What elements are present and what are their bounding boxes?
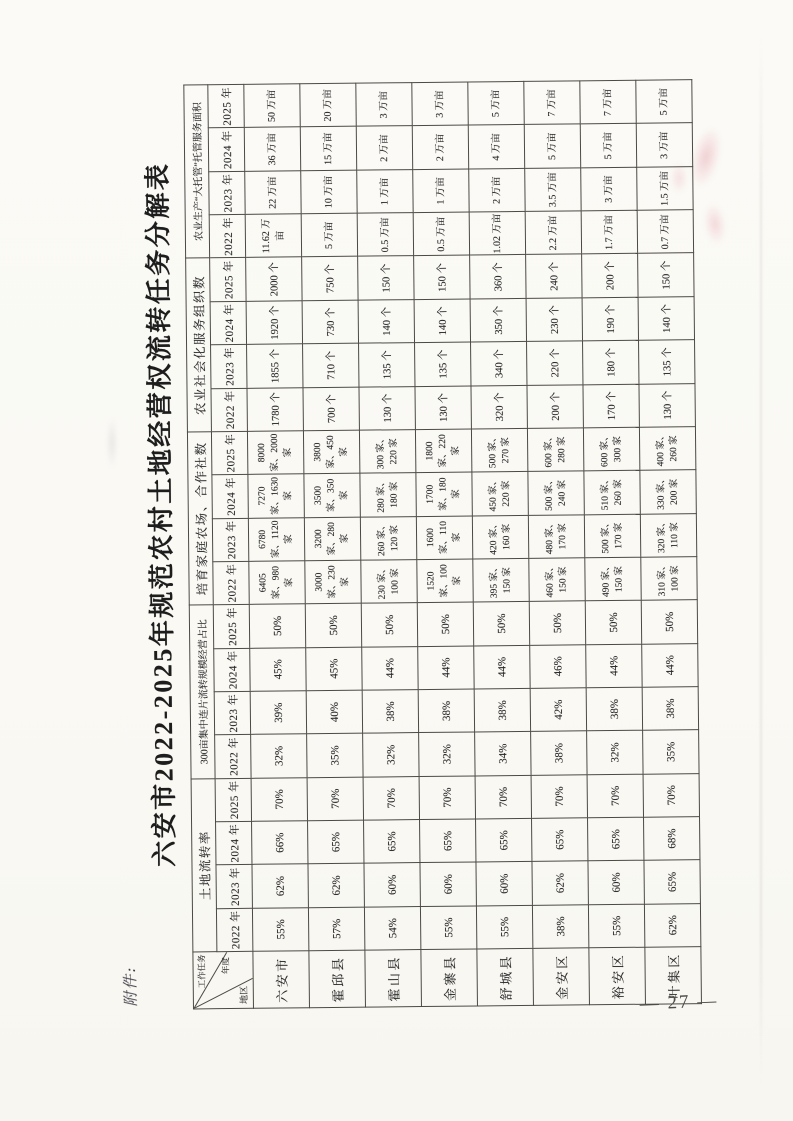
data-cell: 2000 个 <box>246 257 302 301</box>
table-row <box>468 81 534 1006</box>
data-cell: 55% <box>476 905 532 949</box>
data-cell: 1600 家、110 家 <box>416 516 472 560</box>
data-cell: 70% <box>475 775 531 819</box>
data-cell: 180 个 <box>583 340 639 384</box>
corner-label-region: 地区 <box>238 985 249 1004</box>
data-cell: 150 个 <box>638 253 694 297</box>
year-header-cell: 2022 年 <box>211 388 247 432</box>
region-label-cell: 霍山县 <box>365 950 422 1008</box>
data-cell: 55% <box>252 907 308 951</box>
data-cell: 460 家、150 家 <box>529 558 585 602</box>
data-cell: 70% <box>307 777 363 821</box>
data-cell: 4 万亩 <box>468 125 524 169</box>
data-cell: 60% <box>476 862 532 906</box>
document-title: 六安市2022-2025年规范农村土地经营权流转任务分解表 <box>143 161 180 867</box>
data-cell: 44% <box>642 643 698 687</box>
data-cell: 7 万亩 <box>524 81 580 125</box>
data-cell: 3 万亩 <box>412 82 468 126</box>
data-cell: 54% <box>364 906 420 950</box>
data-cell: 140 个 <box>638 297 694 341</box>
year-header-cell: 2022 年 <box>216 908 252 952</box>
year-header-cell: 2024 年 <box>216 821 252 865</box>
data-cell: 70% <box>587 774 643 818</box>
data-cell: 50% <box>417 602 473 646</box>
data-cell: 34% <box>475 732 531 776</box>
data-cell: 44% <box>474 645 530 689</box>
data-cell: 2 万亩 <box>356 126 412 170</box>
region-label-cell: 叶集区 <box>645 947 702 1005</box>
data-cell: 70% <box>531 774 587 818</box>
region-label-cell: 裕安区 <box>589 947 646 1005</box>
year-header-cell: 2022 年 <box>215 735 251 779</box>
data-cell: 38% <box>531 731 587 775</box>
data-cell: 350 个 <box>470 298 526 342</box>
data-cell: 1700 家、180 家 <box>416 472 472 516</box>
data-cell: 38% <box>362 690 418 734</box>
data-cell: 3 万亩 <box>636 123 692 167</box>
region-label-cell: 金寨县 <box>421 949 478 1007</box>
data-cell: 32% <box>363 733 419 777</box>
data-cell: 7270 家、1630 家 <box>248 474 304 518</box>
data-cell: 65% <box>532 818 588 862</box>
table-row <box>636 80 702 1005</box>
data-cell: 230 个 <box>526 298 582 342</box>
corner-label-task: 工作任务 <box>196 954 207 989</box>
data-cell: 22 万亩 <box>245 171 301 215</box>
data-cell: 50% <box>473 602 529 646</box>
data-cell: 5 万亩 <box>468 81 524 125</box>
table-row <box>412 82 478 1007</box>
data-cell: 60% <box>364 863 420 907</box>
data-cell: 150 个 <box>358 256 414 300</box>
data-cell: 65% <box>420 819 476 863</box>
corner-label-year: 年度 <box>220 957 231 975</box>
year-header-cell: 2025 年 <box>208 84 244 128</box>
data-cell: 2 万亩 <box>469 168 525 212</box>
data-cell: 1.02 万亩 <box>469 212 525 256</box>
data-cell: 70% <box>643 773 699 817</box>
data-cell: 200 个 <box>582 254 638 298</box>
data-cell: 20 万亩 <box>300 83 356 127</box>
ink-smudge <box>106 416 118 470</box>
data-cell: 50 万亩 <box>244 84 300 128</box>
data-cell: 65% <box>308 820 364 864</box>
data-cell: 2.2 万亩 <box>525 211 581 255</box>
attachment-note-handwriting: 附件: <box>120 965 140 1007</box>
data-cell: 320 家、110 家 <box>640 513 696 557</box>
year-header-cell: 2025 年 <box>215 778 251 822</box>
data-cell: 5 万亩 <box>636 80 692 124</box>
table-row <box>524 81 590 1006</box>
breakdown-table <box>183 79 702 1009</box>
data-cell: 1800 家、220 家 <box>415 429 471 473</box>
data-cell: 50% <box>305 603 361 647</box>
data-cell: 62% <box>532 861 588 905</box>
data-cell: 420 家、160 家 <box>472 515 528 559</box>
data-cell: 480 家、170 家 <box>528 514 584 558</box>
year-header-cell: 2023 年 <box>214 691 250 735</box>
year-header-cell: 2023 年 <box>212 518 248 562</box>
page-number: — 27 — <box>639 990 719 1015</box>
data-cell: 50% <box>641 600 697 644</box>
data-cell: 68% <box>644 817 700 861</box>
data-cell: 45% <box>306 647 362 691</box>
data-cell: 62% <box>308 863 364 907</box>
data-cell: 1520 家、100 家 <box>417 559 473 603</box>
data-cell: 600 家、300 家 <box>583 427 639 471</box>
data-cell: 260 家、120 家 <box>360 516 416 560</box>
year-header-cell: 2024 年 <box>214 648 250 692</box>
data-cell: 500 家、240 家 <box>528 471 584 515</box>
data-cell: 32% <box>251 734 307 778</box>
data-cell: 6405 家、980 家 <box>249 561 305 605</box>
year-header-cell: 2025 年 <box>213 605 249 649</box>
data-cell: 32% <box>419 732 475 776</box>
data-cell: 55% <box>588 904 644 948</box>
data-cell: 1 万亩 <box>413 169 469 213</box>
data-cell: 730 个 <box>302 300 358 344</box>
data-cell: 38% <box>642 687 698 731</box>
data-cell: 3800 家、450 家 <box>303 430 359 474</box>
data-cell: 57% <box>308 907 364 951</box>
column-group-header: 培育家庭农场、合作社数 <box>187 432 213 606</box>
year-header-cell: 2023 年 <box>216 865 252 909</box>
data-cell: 135 个 <box>415 342 471 386</box>
year-header-cell: 2024 年 <box>210 301 246 345</box>
data-cell: 220 个 <box>527 341 583 385</box>
data-cell: 280 家、180 家 <box>360 473 416 517</box>
data-cell: 8000 家、2000 家 <box>247 431 303 475</box>
data-cell: 510 家、260 家 <box>584 470 640 514</box>
region-label-cell: 金安区 <box>533 948 590 1006</box>
table-row <box>300 83 366 1008</box>
data-cell: 45% <box>250 647 306 691</box>
data-cell: 400 家、260 家 <box>639 427 695 471</box>
data-cell: 3500 家、350 家 <box>304 473 360 517</box>
data-cell: 0.7 万亩 <box>637 210 693 254</box>
data-cell: 65% <box>476 818 532 862</box>
data-cell: 1.5 万亩 <box>637 166 693 210</box>
data-cell: 3 万亩 <box>581 167 637 211</box>
data-cell: 3200 家、280 家 <box>304 517 360 561</box>
year-header-cell: 2025 年 <box>210 258 246 302</box>
data-cell: 40% <box>306 690 362 734</box>
data-cell: 66% <box>252 821 308 865</box>
year-header-cell: 2024 年 <box>208 128 244 172</box>
data-cell: 70% <box>363 776 419 820</box>
data-cell: 50% <box>361 603 417 647</box>
data-cell: 15 万亩 <box>300 127 356 171</box>
data-cell: 65% <box>588 817 644 861</box>
data-cell: 500 家、170 家 <box>584 514 640 558</box>
data-cell: 62% <box>252 864 308 908</box>
region-label-cell: 舒城县 <box>477 948 534 1006</box>
data-cell: 130 个 <box>415 386 471 430</box>
data-cell: 65% <box>364 820 420 864</box>
data-cell: 1920 个 <box>246 301 302 345</box>
data-cell: 2 万亩 <box>412 125 468 169</box>
column-group-header: 土地流转率 <box>191 778 217 952</box>
region-label-cell: 六安市 <box>253 951 310 1009</box>
data-cell: 150 个 <box>414 256 470 300</box>
data-cell: 38% <box>474 688 530 732</box>
data-cell: 130 个 <box>639 383 695 427</box>
year-header-cell: 2023 年 <box>209 171 245 215</box>
data-cell: 190 个 <box>582 297 638 341</box>
data-cell: 32% <box>587 731 643 775</box>
data-cell: 1 万亩 <box>357 169 413 213</box>
data-cell: 70% <box>251 777 307 821</box>
data-cell: 320 个 <box>471 385 527 429</box>
data-cell: 7 万亩 <box>580 80 636 124</box>
data-cell: 46% <box>530 644 586 688</box>
data-cell: 240 个 <box>526 254 582 298</box>
rotated-sheet <box>130 79 715 1010</box>
data-cell: 5 万亩 <box>524 124 580 168</box>
data-cell: 6780 家、1120 家 <box>248 517 304 561</box>
table-row <box>580 80 646 1005</box>
data-cell: 38% <box>418 689 474 733</box>
data-cell: 360 个 <box>470 255 526 299</box>
data-cell: 60% <box>588 861 644 905</box>
data-cell: 44% <box>362 646 418 690</box>
data-cell: 44% <box>586 644 642 688</box>
column-group-header: 农业生产“大托管”托管服务面积 <box>184 85 210 259</box>
data-cell: 130 个 <box>359 386 415 430</box>
data-cell: 310 家、100 家 <box>641 557 697 601</box>
column-group-header: 300亩集中连片流转规模经营占比 <box>189 605 215 779</box>
data-cell: 490 家、150 家 <box>585 557 641 601</box>
data-cell: 65% <box>644 860 700 904</box>
data-cell: 35% <box>307 733 363 777</box>
data-cell: 50% <box>585 600 641 644</box>
column-group-header: 农业社会化服务组织数 <box>186 258 212 432</box>
data-cell: 50% <box>529 601 585 645</box>
data-cell: 135 个 <box>639 340 695 384</box>
data-cell: 70% <box>419 776 475 820</box>
year-header-cell: 2024 年 <box>212 475 248 519</box>
data-cell: 44% <box>418 646 474 690</box>
data-cell: 710 个 <box>303 343 359 387</box>
data-cell: 3 万亩 <box>356 83 412 127</box>
data-cell: 395 家、150 家 <box>473 558 529 602</box>
data-cell: 39% <box>250 691 306 735</box>
data-cell: 1.7 万亩 <box>581 210 637 254</box>
year-header-cell: 2025 年 <box>211 431 247 475</box>
table-row <box>244 84 310 1009</box>
data-cell: 200 个 <box>527 384 583 428</box>
data-cell: 11.62 万亩 <box>245 214 301 258</box>
data-cell: 36 万亩 <box>244 127 300 171</box>
data-cell: 5 万亩 <box>580 124 636 168</box>
data-cell: 500 家、270 家 <box>471 428 527 472</box>
data-cell: 60% <box>420 862 476 906</box>
data-cell: 700 个 <box>303 387 359 431</box>
year-header-cell: 2023 年 <box>211 345 247 389</box>
scan-fold-line <box>760 36 762 1086</box>
data-cell: 140 个 <box>358 299 414 343</box>
data-cell: 1855 个 <box>247 344 303 388</box>
data-cell: 42% <box>530 688 586 732</box>
data-cell: 600 家、280 家 <box>527 428 583 472</box>
data-cell: 5 万亩 <box>301 213 357 257</box>
region-label-cell: 霍邱县 <box>309 950 366 1008</box>
data-cell: 330 家、200 家 <box>640 470 696 514</box>
data-cell: 1780 个 <box>247 387 303 431</box>
table-row <box>356 83 422 1008</box>
data-cell: 450 家、220 家 <box>472 472 528 516</box>
corner-header-cell <box>193 951 254 1009</box>
data-cell: 55% <box>420 906 476 950</box>
data-cell: 340 个 <box>471 342 527 386</box>
data-cell: 50% <box>249 604 305 648</box>
data-cell: 170 个 <box>583 384 639 428</box>
data-cell: 3.5 万亩 <box>525 168 581 212</box>
data-cell: 0.5 万亩 <box>413 212 469 256</box>
data-cell: 300 家、220 家 <box>359 429 415 473</box>
data-cell: 750 个 <box>302 257 358 301</box>
data-cell: 10 万亩 <box>301 170 357 214</box>
data-cell: 230 家、100 家 <box>361 559 417 603</box>
data-cell: 140 个 <box>414 299 470 343</box>
year-header-cell: 2022 年 <box>209 215 245 259</box>
data-cell: 38% <box>586 687 642 731</box>
data-cell: 135 个 <box>359 343 415 387</box>
year-header-cell: 2022 年 <box>213 561 249 605</box>
data-cell: 3000 家、230 家 <box>305 560 361 604</box>
data-cell: 38% <box>532 904 588 948</box>
data-cell: 35% <box>643 730 699 774</box>
data-cell: 62% <box>644 903 700 947</box>
data-cell: 0.5 万亩 <box>357 213 413 257</box>
